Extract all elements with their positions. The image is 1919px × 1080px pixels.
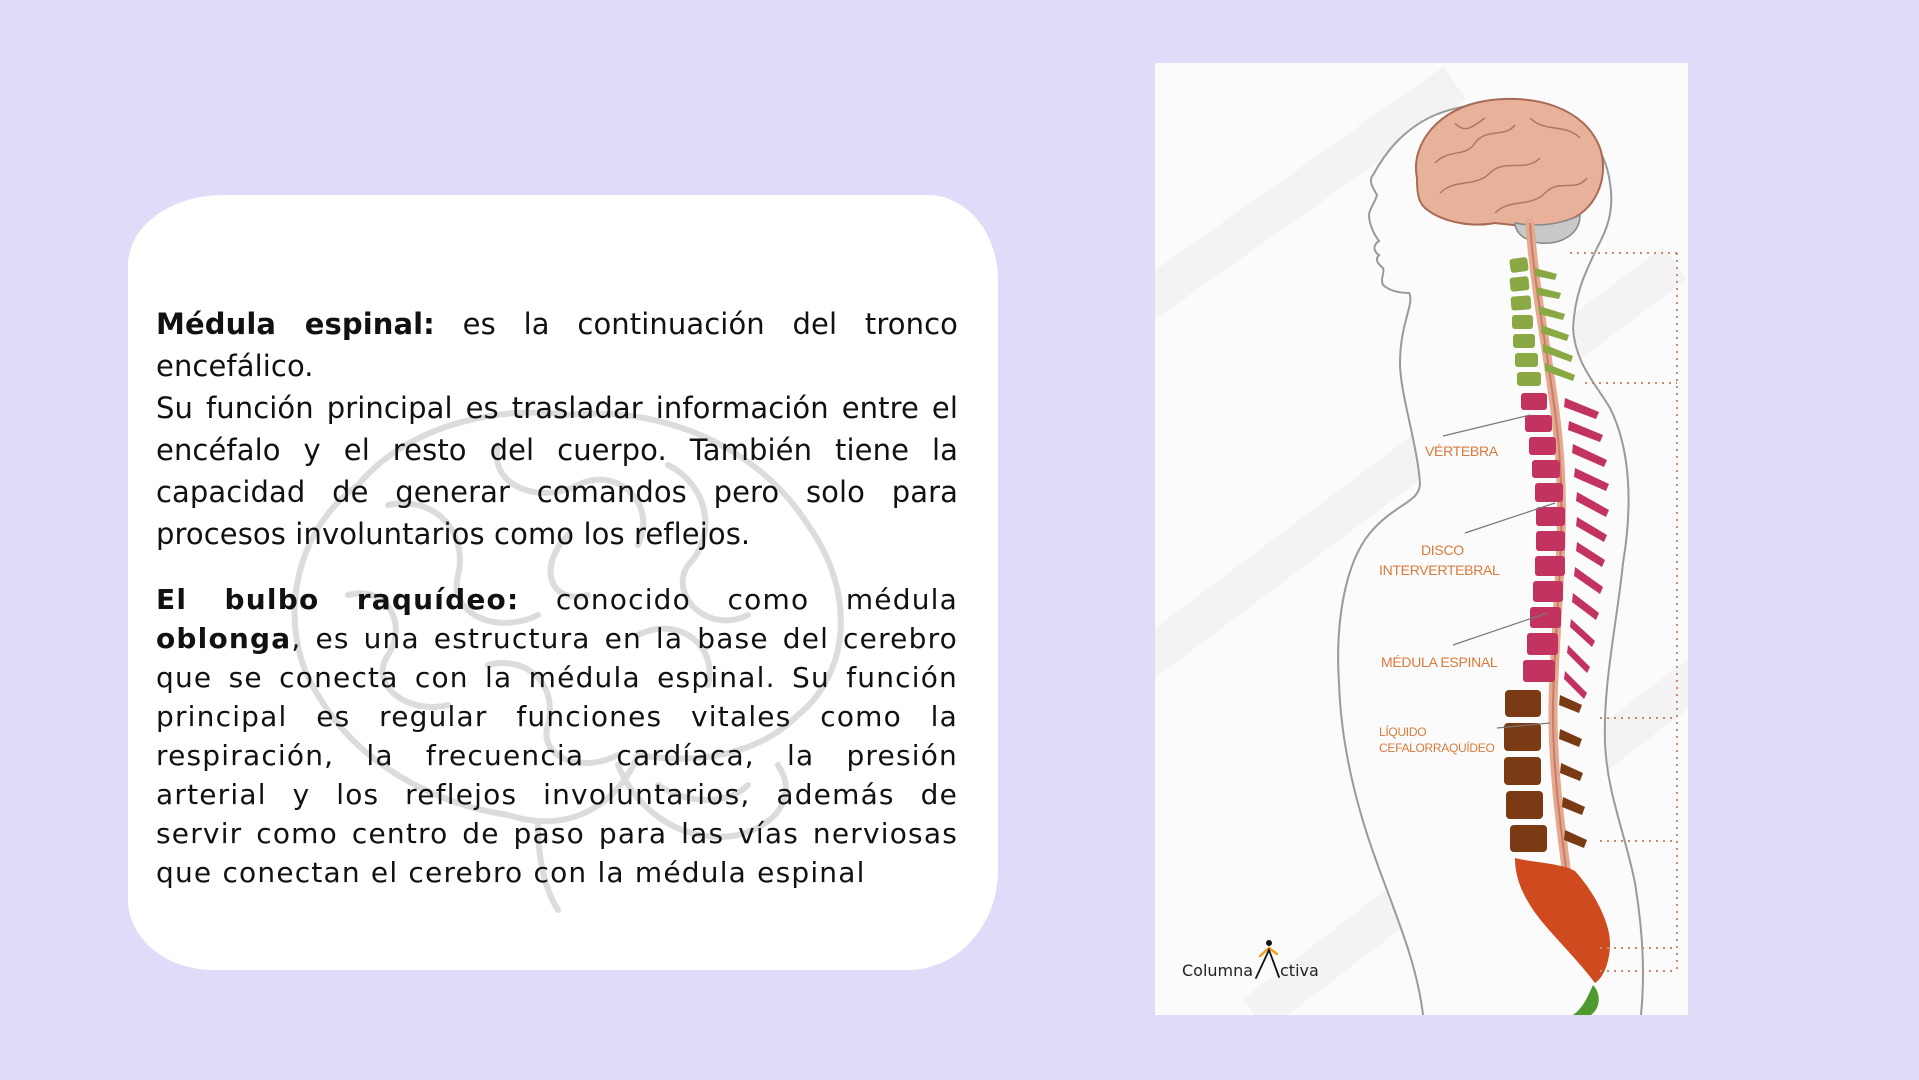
p2-line-6: arterial y los reflejos involuntarios, además de [156, 778, 958, 811]
p1-line-3: Su función principal es trasladar información entre el [156, 391, 958, 425]
p1-line-6: procesos involuntarios como los reflejos. [156, 517, 751, 551]
p2-line-7: servir como centro de paso para las vías nerviosas [156, 817, 958, 850]
p2-line-2: oblonga, es una estructura en la base del cerebro [156, 622, 958, 655]
p1-line-1: Médula espinal: es la continuación del tronco [156, 307, 959, 341]
label-vertebra: VÉRTEBRA [1425, 443, 1498, 459]
brand-text-left: Columna [1182, 961, 1254, 980]
label-disco-line-1: DISCO [1421, 542, 1464, 558]
p2-line-8: que conectan el cerebro con la médula espinal [156, 856, 866, 889]
p1-line-4: encéfalo y el resto del cuerpo. También tiene la [156, 433, 958, 467]
bulbo-raquideo-term: El bulbo raquídeo: [156, 583, 520, 616]
label-disco-line-2: INTERVERTEBRAL [1379, 562, 1500, 578]
medula-espinal-paragraph [156, 303, 958, 555]
text-card [128, 195, 998, 970]
p2-line-4: principal es regular funciones vitales como la [156, 700, 958, 733]
p2-line-3: que se conecta con la médula espinal. Su función [156, 661, 958, 694]
label-liquido-line-1: LÍQUIDO [1379, 725, 1427, 739]
p1-line-5: capacidad de generar comandos pero solo para [156, 475, 958, 509]
running-figure-icon [1256, 940, 1279, 978]
brand-text-right: ctiva [1280, 961, 1319, 980]
oblonga-term: oblonga [156, 622, 292, 655]
p2-line-1: El bulbo raquídeo: conocido como médula [156, 583, 958, 616]
spine-diagram-panel [1155, 63, 1688, 1015]
bulbo-raquideo-paragraph [156, 580, 958, 892]
label-medula-espinal: MÉDULA ESPINAL [1381, 654, 1498, 670]
medula-espinal-term: Médula espinal: [156, 307, 435, 341]
spine-diagram [1155, 63, 1688, 1015]
label-liquido-line-2: CEFALORRAQUÍDEO [1379, 741, 1495, 755]
p1-line-2: encefálico. [156, 349, 314, 383]
p2-line-5: respiración, la frecuencia cardíaca, la presión [156, 739, 958, 772]
